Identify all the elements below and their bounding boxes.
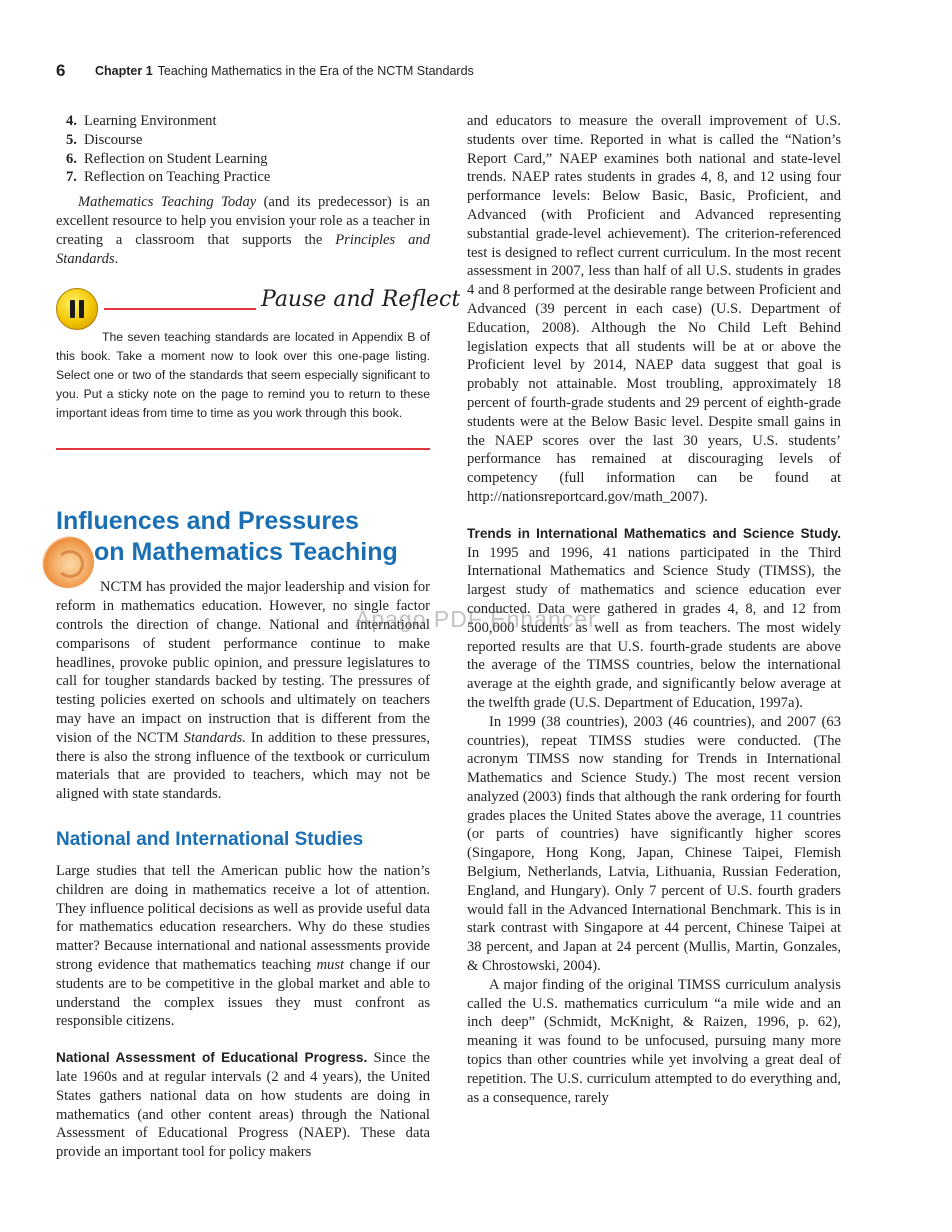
divider [104,308,256,310]
chapter-title [95,64,474,78]
pause-and-reflect-box [56,287,461,450]
nautilus-shell-icon [42,536,94,588]
list-item: 5. Discourse [66,131,143,148]
list-item: 4. Learning Environment [66,113,217,129]
subsection-heading: National and International Studies [56,828,364,850]
standards-list [56,112,430,187]
chapter-title-text: Teaching Mathematics in the Era of the NCTM Standards [157,64,474,78]
naep-heading: National Assessment of Educational Progress. [56,1050,368,1066]
naep-paragraph: National Assessment of Educational Progress. Since the late 1960s and at regular intervals (2 and 4 years), the United States gathers national data on how students are doing in mathematics (and other content areas) through the National Assessment of Educational Progress (NAEP). These data provide an important tool for policy makers [56,1050,430,1161]
section-paragraph: NCTM has provided the major leadership and vision for reform in mathematics education. However, no single factor controls the direction of change. National and international comparisons of student performance continue to make headlines, provoke public opinion, and pressure legislatures to call for tougher standards backed by testing. The pressures of testing policies exerted on schools and ultimately on teachers may have an impact on instruction that is different from the vision of the NCTM Standards. In addition to these pressures, there is also the strong influence of the textbook or curriculum materials that are provided to teachers, which may not be aligned with state standards. [56,579,430,803]
studies-paragraph: Large studies that tell the American public how the nation’s children are doing in mathematics receive a lot of attention. They influence political decisions as well as provide useful data for mathematics education researchers. Why do these studies matter? Because international and national assessments provide strong evidence that mathematics teaching must change if our students are to be competitive in the global market and able to understand the complex issues they must confront as responsible citizens. [56,862,430,1030]
page-number: 6 [56,61,66,80]
list-item: 7. Reflection on Teaching Practice [66,169,271,186]
timss-paragraph: Trends in International Mathematics and Science Study. In 1995 and 1996, 41 nations participated in the Third International Mathematics and Science Study (TIMSS), the largest study of mathematics and science education ever conducted. Data were gathered in grades 4, 8, and 12 from 500,000 students as well as from teachers. The most widely reported results are that U.S. fourth-grade students are above the average of the TIMSS countries, below the international average at the eighth grade, and significantly below average at the twelfth grade (U.S. Department of Education, 1997a). [467,525,841,711]
naep-continued-paragraph: and educators to measure the overall improvement of U.S. students over time. Reported in what is called the “Nation’s Report Card,” NAEP examines both national and state-level trends. NAEP rates students in grades 4, 8, and 12 using four performance levels: Below Basic, Basic, Proficient, and Advanced (with Proficient and Advanced representing substantial grade-level achievement). The criterion-referenced test is designed to reflect current curriculum. In the most recent assessment in 2007, less than half of all U.S. students in grades 4 and 8 performed at the desirable range between Proficient and Advanced (39 percent in each case) (U.S. Department of Education, 2008). Although the No Child Left Behind legislation expects that all students will be at or above the Proficient level by 2014, NAEP data suggest that goal is probably not attainable. Most troubling, approximately 18 percent of fourth-grade students and 29 percent of eighth-grade students were at the Below Basic level. Despite small gains in the NAEP scores over the last 30 years, U.S. students’ performance has remained at discouraging levels of competency (full information can be found at http://nationsreportcard.gov/math_2007). [467,113,841,505]
chapter-label: Chapter 1 [95,64,153,78]
timss-paragraph-2: In 1999 (38 countries), 2003 (46 countries), and 2007 (63 countries), repeat TIMSS studies were conducted. (The acronym TIMSS now standing for Trends in International Mathematics and Science Study.) The most recent version analyzed (2003) finds that although the rank ordering for fourth grades places the United States above the average, 11 countries (or parts of countries) have significantly higher scores (Singapore, Hong Kong, Japan, Chinese Taipei, Flemish Belgium, Netherlands, Latvia, Lithuania, Russian Federation, England, and Hungary). Only 7 percent of U.S. fourth graders would fall in the Advanced International Benchmark. This is in stark contrast with Singapore at 44 percent, Chinese Taipei at 38 percent, and Japan at 24 percent (Mullis, Martin, Gonzales, & Chrostowski, 2004). [467,713,841,975]
pause-icon [56,288,98,330]
list-item: 6. Reflection on Student Learning [66,150,268,167]
pause-reflect-title: Pause and Reflect [261,287,461,313]
watermark: Apago PDF Enhancer [355,606,597,632]
timss-paragraph-3: A major finding of the original TIMSS curriculum analysis called the U.S. mathematics curriculum “a mile wide and an inch deep” (Schmidt, McKnight, & Raizen, 1996, p. 62), meaning it was found to be unfocused, pursuing many more topics than other countries while yet involving a great deal of repetition. The U.S. curriculum attempted to do everything and, as a consequence, rarely [467,976,841,1106]
timss-heading: Trends in International Mathematics and Science Study. [467,525,841,541]
left-column [56,112,461,1162]
pause-reflect-text: The seven teaching standards are located in Appendix B of this book. Take a moment now to look over this one-page listing. Select one or two of the standards that seem especially significant to you. Put a sticky note on the page to remind you to return to these important ideas from time to time as you work through this book. [56,330,431,420]
intro-paragraph: Mathematics Teaching Today (and its predecessor) is an excellent resource to help you envision your role as a teacher in creating a classroom that supports the Principles and Standards. [56,194,430,267]
section-heading: Influences and Pressures on Mathematics Teaching [56,506,430,568]
